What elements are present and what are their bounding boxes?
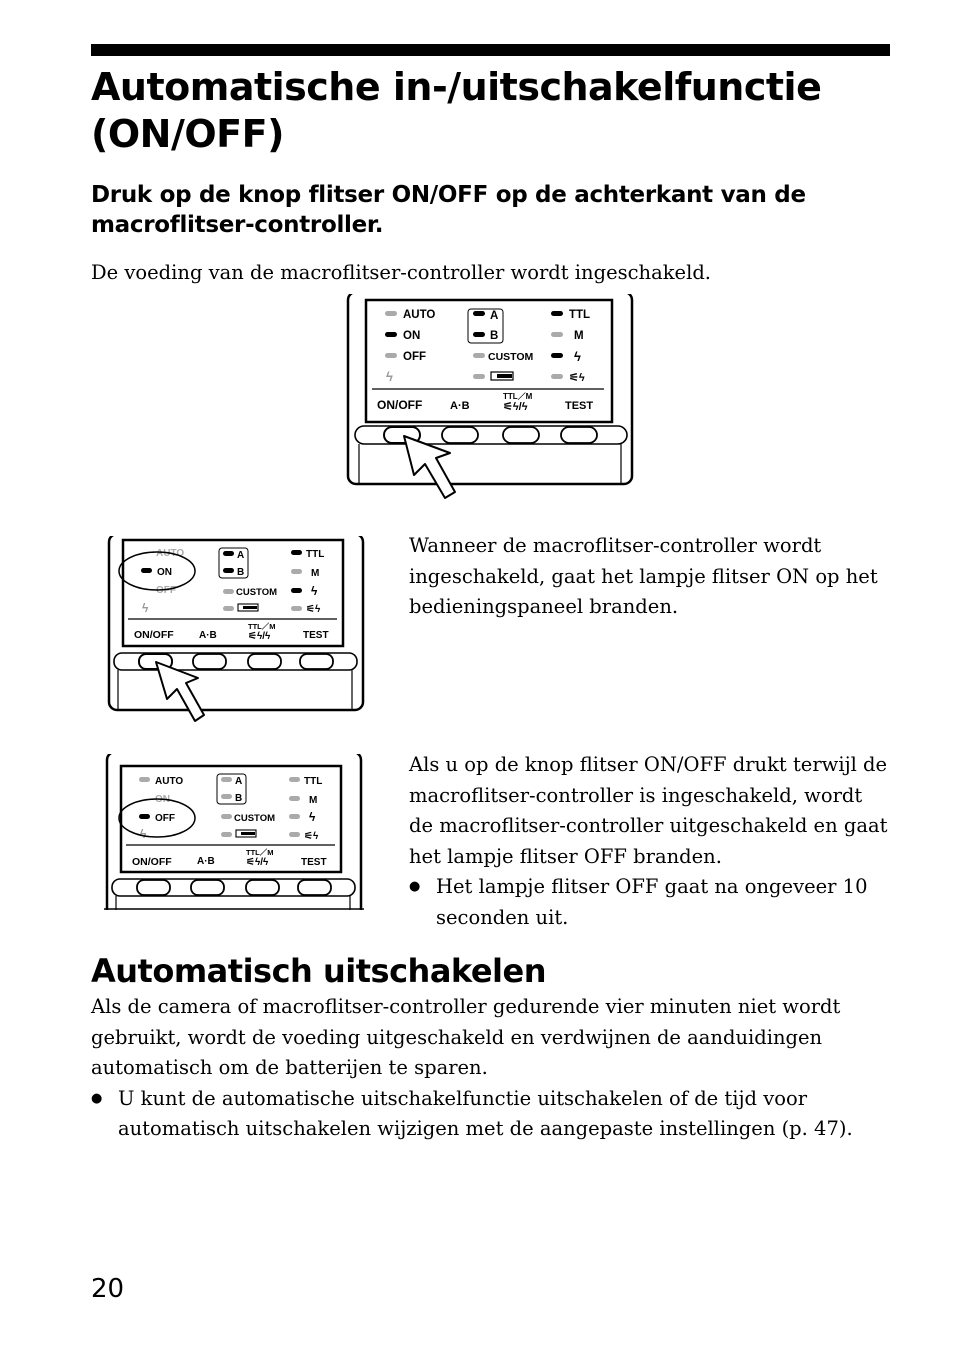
svg-text:CUSTOM: CUSTOM bbox=[234, 813, 275, 824]
top-rule bbox=[91, 44, 890, 56]
svg-text:ON: ON bbox=[157, 567, 172, 578]
svg-text:⚟ϟ/ϟ: ⚟ϟ/ϟ bbox=[503, 401, 528, 413]
svg-text:ON/OFF: ON/OFF bbox=[132, 856, 172, 868]
svg-text:ϟ: ϟ bbox=[311, 584, 318, 598]
svg-text:AUTO: AUTO bbox=[156, 548, 185, 559]
controller-figure-on-lamp bbox=[106, 534, 366, 724]
svg-text:A: A bbox=[237, 550, 245, 561]
svg-text:B: B bbox=[235, 793, 243, 804]
section-bullet: ● U kunt de automatische uitschakelfunctie uitschakelen of de tijd voor automatisch uitschakelen wijzigen met de aangepaste instellingen (p. 47). bbox=[91, 1084, 891, 1145]
svg-text:AUTO: AUTO bbox=[155, 776, 184, 787]
step3-text: Als u op de knop flitser ON/OFF drukt terwijl de macroflitser-controller is ingeschakeld, wordt de macroflitser-controller uitgeschakeld en gaat het lampje flitser OFF branden. bbox=[409, 753, 888, 868]
svg-text:ϟ: ϟ bbox=[140, 827, 147, 841]
svg-text:ϟ: ϟ bbox=[574, 349, 581, 364]
svg-text:⚟ϟ/ϟ: ⚟ϟ/ϟ bbox=[248, 631, 271, 642]
step3-bullet: ● Het lampje flitser OFF gaat na ongeveer 10 seconden uit. bbox=[409, 872, 889, 933]
ttlm-button[interactable] bbox=[248, 654, 281, 669]
intro-text: De voeding van de macroflitser-controller wordt ingeschakeld. bbox=[91, 261, 712, 284]
label-custom: CUSTOM bbox=[488, 351, 534, 363]
svg-text:OFF: OFF bbox=[155, 813, 175, 824]
svg-text:ON/OFF: ON/OFF bbox=[134, 629, 174, 641]
section-text: Als de camera of macroflitser-controller gedurende vier minuten niet wordt gebruikt, wordt de voeding uitgeschakeld en verdwijnen de aanduidingen automatisch om de batterijen te sparen. bbox=[91, 995, 841, 1079]
label-on: ON bbox=[403, 330, 421, 342]
svg-text:A·B: A·B bbox=[199, 630, 217, 641]
svg-text:M: M bbox=[309, 795, 318, 806]
svg-text:B: B bbox=[237, 567, 245, 578]
test-button[interactable] bbox=[561, 427, 597, 443]
label-ab-button: A·B bbox=[450, 400, 470, 412]
svg-text:A·B: A·B bbox=[197, 856, 215, 867]
svg-text:⚟ϟ/ϟ: ⚟ϟ/ϟ bbox=[246, 857, 269, 868]
onoff-button[interactable] bbox=[137, 880, 170, 895]
svg-text:ϟ: ϟ bbox=[309, 810, 316, 824]
svg-text:M: M bbox=[311, 568, 320, 579]
step2-text: Wanneer de macroflitser-controller wordt ingeschakeld, gaat het lampje flitser ON op het bedieningspaneel branden. bbox=[409, 534, 878, 618]
section-body bbox=[91, 992, 891, 1145]
ttlm-button[interactable] bbox=[503, 427, 539, 443]
ab-button[interactable] bbox=[193, 654, 226, 669]
svg-text:TTL／M: TTL／M bbox=[246, 848, 274, 857]
svg-text:TTL／M: TTL／M bbox=[248, 622, 276, 631]
svg-text:A: A bbox=[235, 776, 243, 787]
svg-text:TTL: TTL bbox=[304, 776, 323, 787]
step-heading: Druk op de knop flitser ON/OFF op de achterkant van de macroflitser-controller. bbox=[91, 182, 806, 238]
label-off: OFF bbox=[403, 351, 426, 363]
label-m: M bbox=[574, 330, 584, 342]
label-onoff-button: ON/OFF bbox=[377, 398, 423, 412]
svg-text:TTL／M: TTL／M bbox=[503, 392, 533, 401]
svg-text:ON: ON bbox=[155, 794, 170, 805]
section-heading: Automatisch uitschakelen bbox=[91, 952, 546, 990]
svg-text:ϟ: ϟ bbox=[386, 369, 393, 384]
svg-text:ϟ: ϟ bbox=[142, 601, 149, 615]
svg-text:TEST: TEST bbox=[303, 630, 329, 641]
label-auto: AUTO bbox=[403, 309, 436, 321]
svg-text:TTL: TTL bbox=[306, 549, 325, 560]
svg-text:TEST: TEST bbox=[301, 857, 327, 868]
step3-block bbox=[409, 750, 889, 933]
label-a: A bbox=[490, 310, 499, 322]
svg-text:OFF: OFF bbox=[156, 585, 176, 596]
label-test-button: TEST bbox=[565, 400, 594, 412]
test-button[interactable] bbox=[300, 654, 333, 669]
svg-text:CUSTOM: CUSTOM bbox=[236, 587, 277, 598]
test-button[interactable] bbox=[298, 880, 331, 895]
ab-button[interactable] bbox=[191, 880, 224, 895]
svg-text:⚟ϟ: ⚟ϟ bbox=[569, 372, 585, 384]
svg-text:⚟ϟ: ⚟ϟ bbox=[306, 604, 321, 615]
page-number: 20 bbox=[91, 1274, 125, 1304]
ttlm-button[interactable] bbox=[246, 880, 279, 895]
label-b: B bbox=[490, 330, 499, 342]
page-title: Automatische in-/uitschakelfunctie (ON/OFF) bbox=[91, 65, 822, 156]
ab-button[interactable] bbox=[442, 427, 478, 443]
label-ttl: TTL bbox=[569, 309, 591, 321]
svg-text:⚟ϟ: ⚟ϟ bbox=[304, 831, 319, 842]
controller-figure-power-on bbox=[345, 292, 635, 504]
controller-figure-off-lamp bbox=[104, 752, 364, 914]
